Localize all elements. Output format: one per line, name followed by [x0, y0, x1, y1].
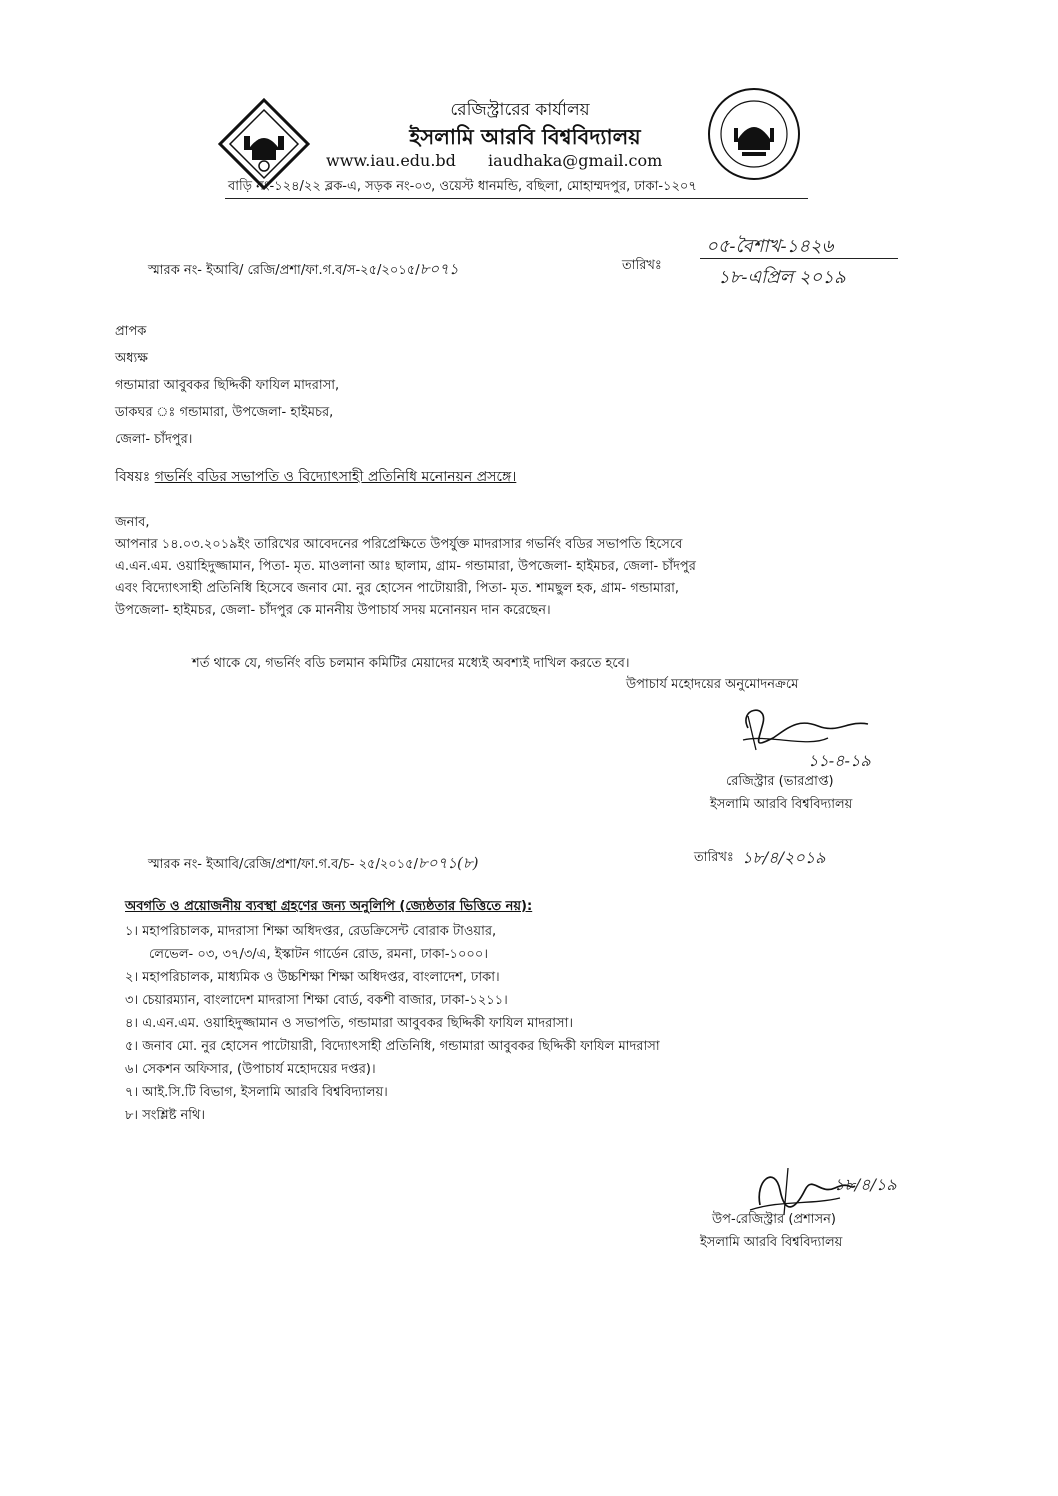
deputy-registrar-signature-date: ১৮/৪/১৯: [834, 1175, 897, 1194]
memo-date-english: ১৮-এপ্রিল ২০১৯: [718, 267, 846, 288]
copies-heading: অবগতি ও প্রয়োজনীয় ব্যবস্থা গ্রহণের জন্য অনুলিপি (জ্যেষ্ঠতার ভিত্তিতে নয়):: [125, 899, 533, 914]
copies-list: [125, 920, 660, 1127]
subject-label: বিষয়ঃ: [115, 469, 151, 485]
body-line: এ.এন.এম. ওয়াহিদুজ্জামান, পিতা- মৃত. মাওলানা আঃ ছালাম, গ্রাম- গন্ডামারা, উপজেলা- হাইমচর, জেলা- চাঁদপুর: [115, 559, 696, 574]
recipient-line: প্রাপক: [115, 324, 147, 339]
subject-line: [115, 465, 516, 489]
memo-date-label: তারিখঃ: [622, 258, 662, 273]
condition-text: শর্ত থাকে যে, গভর্নিং বডি চলমান কমিটির মেয়াদের মধ্যেই অবশ্যই দাখিল করতে হবে।: [192, 656, 630, 671]
recipient-line: ডাকঘর ঃ গন্ডামারা, উপজেলা- হাইমচর,: [115, 405, 334, 420]
copy-list-item: ৪। এ.এন.এম. ওয়াহিদুজ্জামান ও সভাপতি, গন্ডামারা আবুবকর ছিদ্দিকী ফাযিল মাদরাসা।: [125, 1016, 574, 1031]
body-line: আপনার ১৪.০৩.২০১৯ইং তারিখের আবেদনের পরিপ্রেক্ষিতে উপর্যুক্ত মাদরাসার গভর্নিং বডির সভাপতি হিসেবে: [115, 537, 683, 552]
memo-reference-label: স্মারক নং- ইআবি/ রেজি/প্রশা/ফা.গ.ব/স-২৫/২০১৫/: [148, 263, 420, 278]
letter-body: [115, 512, 696, 622]
copy-list-item: ৫। জনাব মো. নুর হোসেন পাটোয়ারী, বিদ্যোৎসাহী প্রতিনিধি, গন্ডামারা আবুবকর ছিদ্দিকী ফাযিল মাদরাসা: [125, 1039, 660, 1054]
university-name: ইসলামি আরবি বিশ্ববিদ্যালয়: [409, 125, 641, 149]
body-line: এবং বিদ্যোৎসাহী প্রতিনিধি হিসেবে জনাব মো. নুর হোসেন পাটোয়ারী, পিতা- মৃত. শামছুল হক, গ্রাম- গন্ডামারা,: [115, 581, 679, 596]
university-address: বাড়ি নং-১২৪/২২ ব্লক-এ, সড়ক নং-০৩, ওয়েস্ট ধানমন্ডি, বছিলা, মোহাম্মদপুর, ঢাকা-১২০৭: [228, 179, 697, 194]
copy-list-item: ৮। সংশ্লিষ্ট নথি।: [125, 1108, 206, 1123]
email-link[interactable]: iaudhaka@gmail.com: [488, 151, 663, 170]
copy-list-item: ২। মহাপরিচালক, মাধ্যমিক ও উচ্চশিক্ষা শিক্ষা অধিদপ্তর, বাংলাদেশ, ঢাকা।: [125, 970, 500, 985]
subject-text: গভর্নিং বডির সভাপতি ও বিদ্যোৎসাহী প্রতিনিধি মনোনয়ন প্রসঙ্গে।: [154, 469, 517, 485]
university-seal-right: [706, 86, 802, 182]
body-line: উপজেলা- হাইমচর, জেলা- চাঁদপুর কে মাননীয় উপাচার্য সদয় মনোনয়ন দান করেছেন।: [115, 603, 551, 618]
copy-memo-date-handwritten: ১৮/৪/২০১৯: [742, 848, 826, 867]
header-rule: [225, 198, 808, 199]
copy-memo-reference-label: স্মারক নং- ইআবি/রেজি/প্রশা/ফা.গ.ব/চ- ২৫/২০১৫/: [148, 857, 419, 872]
recipient-block: [115, 318, 339, 453]
registrar-organization: ইসলামি আরবি বিশ্ববিদ্যালয়: [710, 797, 853, 812]
website-link[interactable]: www.iau.edu.bd: [326, 151, 456, 170]
deputy-registrar-organization: ইসলামি আরবি বিশ্ববিদ্যালয়: [700, 1235, 843, 1250]
copy-memo-reference-handwritten: ৮০৭১(৮): [418, 854, 479, 872]
deputy-registrar-title: উপ-রেজিস্ট্রার (প্রশাসন): [712, 1212, 836, 1227]
copy-list-item: ৭। আই.সি.টি বিভাগ, ইসলামি আরবি বিশ্ববিদ্যালয়।: [125, 1085, 388, 1100]
copy-list-item: ৬। সেকশন অফিসার, (উপাচার্য মহোদয়ের দপ্তর)।: [125, 1062, 376, 1077]
copy-list-item: লেভেল- ০৩, ৩৭/৩/এ, ইস্কাটন গার্ডেন রোড, রমনা, ঢাকা-১০০০।: [149, 947, 488, 962]
copy-list-item: ৩। চেয়ারম্যান, বাংলাদেশ মাদরাসা শিক্ষা বোর্ড, বকশী বাজার, ঢাকা-১২১১।: [125, 993, 508, 1008]
copy-memo-reference: [148, 852, 478, 877]
recipient-line: গন্ডামারা আবুবকর ছিদ্দিকী ফাযিল মাদরাসা,: [115, 378, 340, 393]
copy-list-item: ১। মহাপরিচালক, মাদরাসা শিক্ষা অধিদপ্তর, রেডক্রিসেন্ট বোরাক টাওয়ার,: [125, 924, 497, 939]
salutation: জনাব,: [115, 515, 150, 530]
memo-reference-handwritten: ৮০৭১: [419, 260, 459, 278]
memo-date-bangla: ০৫-বৈশাখ-১৪২৬: [706, 236, 834, 257]
recipient-line: জেলা- চাঁদপুর।: [115, 432, 193, 447]
approval-text: উপাচার্য মহোদয়ের অনুমোদনক্রমে: [626, 677, 799, 692]
recipient-line: অধ্যক্ষ: [115, 351, 148, 366]
registrar-signature-date: ১১-৪-১৯: [808, 751, 871, 770]
copy-memo-date-label: তারিখঃ: [694, 850, 734, 865]
registrar-title: রেজিস্ট্রার (ভারপ্রাপ্ত): [726, 774, 834, 789]
memo-reference: [148, 258, 459, 283]
office-name: রেজিস্ট্রারের কার্যালয়: [450, 100, 590, 120]
date-divider: [700, 258, 898, 259]
